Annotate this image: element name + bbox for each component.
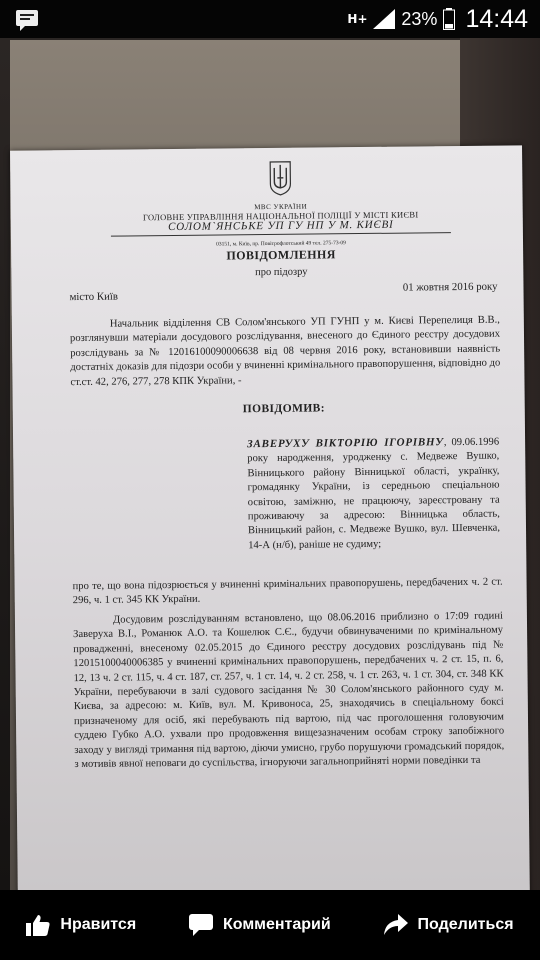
document-date: 01 жовтня 2016 року xyxy=(402,280,498,294)
findings-paragraph: Досудовим розслідуванням встановлено, що 08.06.2016 приблизно о 17:09 годині Заверуха В.І., Романюк А.О. та Кошелюк С.Є., будучи обвинуваченими по кримінальному провадженні, внесеному 02.05.2015 до Єдиного реєстру досудових розслідувань під № 12015100040006385 у вчиненні кримінальних правопорушень, передбачених ч. 2 ст. 15, п. 6, 12, 13 ч. 2 ст. 115, ч. 4 ст. 187, ст. 257, ч. 1 ст. 14, ч. 2 ст. 258, ч. 1 ст. 263, ч. 1 ст. 304, ст. 348 КК України, перебуваючи в залі судового засідання № 30 Солом'янського районного суду м. Києва, за адресою: м. Київ, вул. М. Кривоноса, 25, знаходячись в спеціальному боксі призначеному для осіб, які перебувають під вартою, під час проголошення головуючим суддею Губко А.О. ухвали про продовження вищезазначеним особам строку запобіжного заходу у вигляді тримання під вартою, діючи умисно, грубо порушуючи громадський порядок, з мотивів явної неповаги до суспільства, ігноруючи загальноприйняті норми поведінки та xyxy=(73,610,505,771)
like-button[interactable] xyxy=(26,914,136,936)
clock: 14:44 xyxy=(465,4,528,33)
document-subtitle: про підозру xyxy=(255,266,308,279)
suspicion-paragraph: про те, що вона підозрюється у вчиненні кримінальних правопорушень, передбачених ч. 2 ст. 296, ч. 1 ст. 345 КК України. xyxy=(72,576,503,607)
trident-emblem-icon xyxy=(268,160,292,196)
document-city: місто Київ xyxy=(69,290,119,304)
battery-icon xyxy=(443,8,455,30)
like-label: Нравится xyxy=(60,916,137,933)
document-page xyxy=(10,145,530,890)
document-photo[interactable] xyxy=(0,38,540,890)
share-icon xyxy=(384,914,408,936)
signal-icon xyxy=(373,9,395,29)
ministry-name: МВС УКРАЇНИ xyxy=(254,202,308,212)
status-bar xyxy=(0,0,540,38)
battery-percent: 23% xyxy=(401,8,438,29)
notify-heading: ПОВІДОМИВ: xyxy=(242,402,326,416)
action-bar xyxy=(0,890,540,960)
network-type: H+ xyxy=(347,11,368,26)
unit-name: СОЛОМ`ЯНСЬКЕ УП ГУ НП У М. КИЄВІ xyxy=(111,217,451,237)
notification-icon xyxy=(14,6,40,32)
share-label: Поделиться xyxy=(417,916,514,933)
document-title: ПОВІДОМЛЕННЯ xyxy=(226,247,336,263)
comment-label: Комментарий xyxy=(222,916,331,933)
comment-button[interactable] xyxy=(189,914,331,936)
comment-icon xyxy=(189,914,213,936)
intro-paragraph: Начальник відділення СВ Солом'янського УП ГУНП у м. Києві Перепелиця В.В., розглянувши матеріали досудового розслідування, внесеного до Єдиного реєстру досудових розслідувань за № 12016100090006638 від 08 червня 2016 року, встановивши наявність достатніх доказів для підозри особи у вчиненні кримінального правопорушення, відповідно до ст.ст. 42, 276, 277, 278 КПК України, - xyxy=(69,314,501,388)
unit-address: 03151, м. Київ, пр. Повітрофлотський 49 тел. 275-73-09 xyxy=(216,240,346,248)
share-button[interactable] xyxy=(384,914,514,936)
suspect-details: , 09.06.1996 року народження, уродженку с. Медвеже Вушко, Вінницького району Вінницької області, українку, громадянку України, із середньою спеціальною освітою, заміжню, не працюючу, зареєстровану та проживаючу за адресою: Вінницька область, Вінницький район, с. Медвеже Вушко, вул. Шевченка, 14-А (н/б), раніше не судиму; xyxy=(247,436,501,552)
directorate-name: ГОЛОВНЕ УПРАВЛІННЯ НАЦІОНАЛЬНОЇ ПОЛІЦІЇ У МІСТІ КИЄВІ xyxy=(142,209,419,223)
suspect-block xyxy=(247,435,500,554)
thumbs-up-icon xyxy=(26,914,50,936)
suspect-name: ЗАВЕРУХУ ВІКТОРІЮ ІГОРІВНУ xyxy=(247,436,444,451)
